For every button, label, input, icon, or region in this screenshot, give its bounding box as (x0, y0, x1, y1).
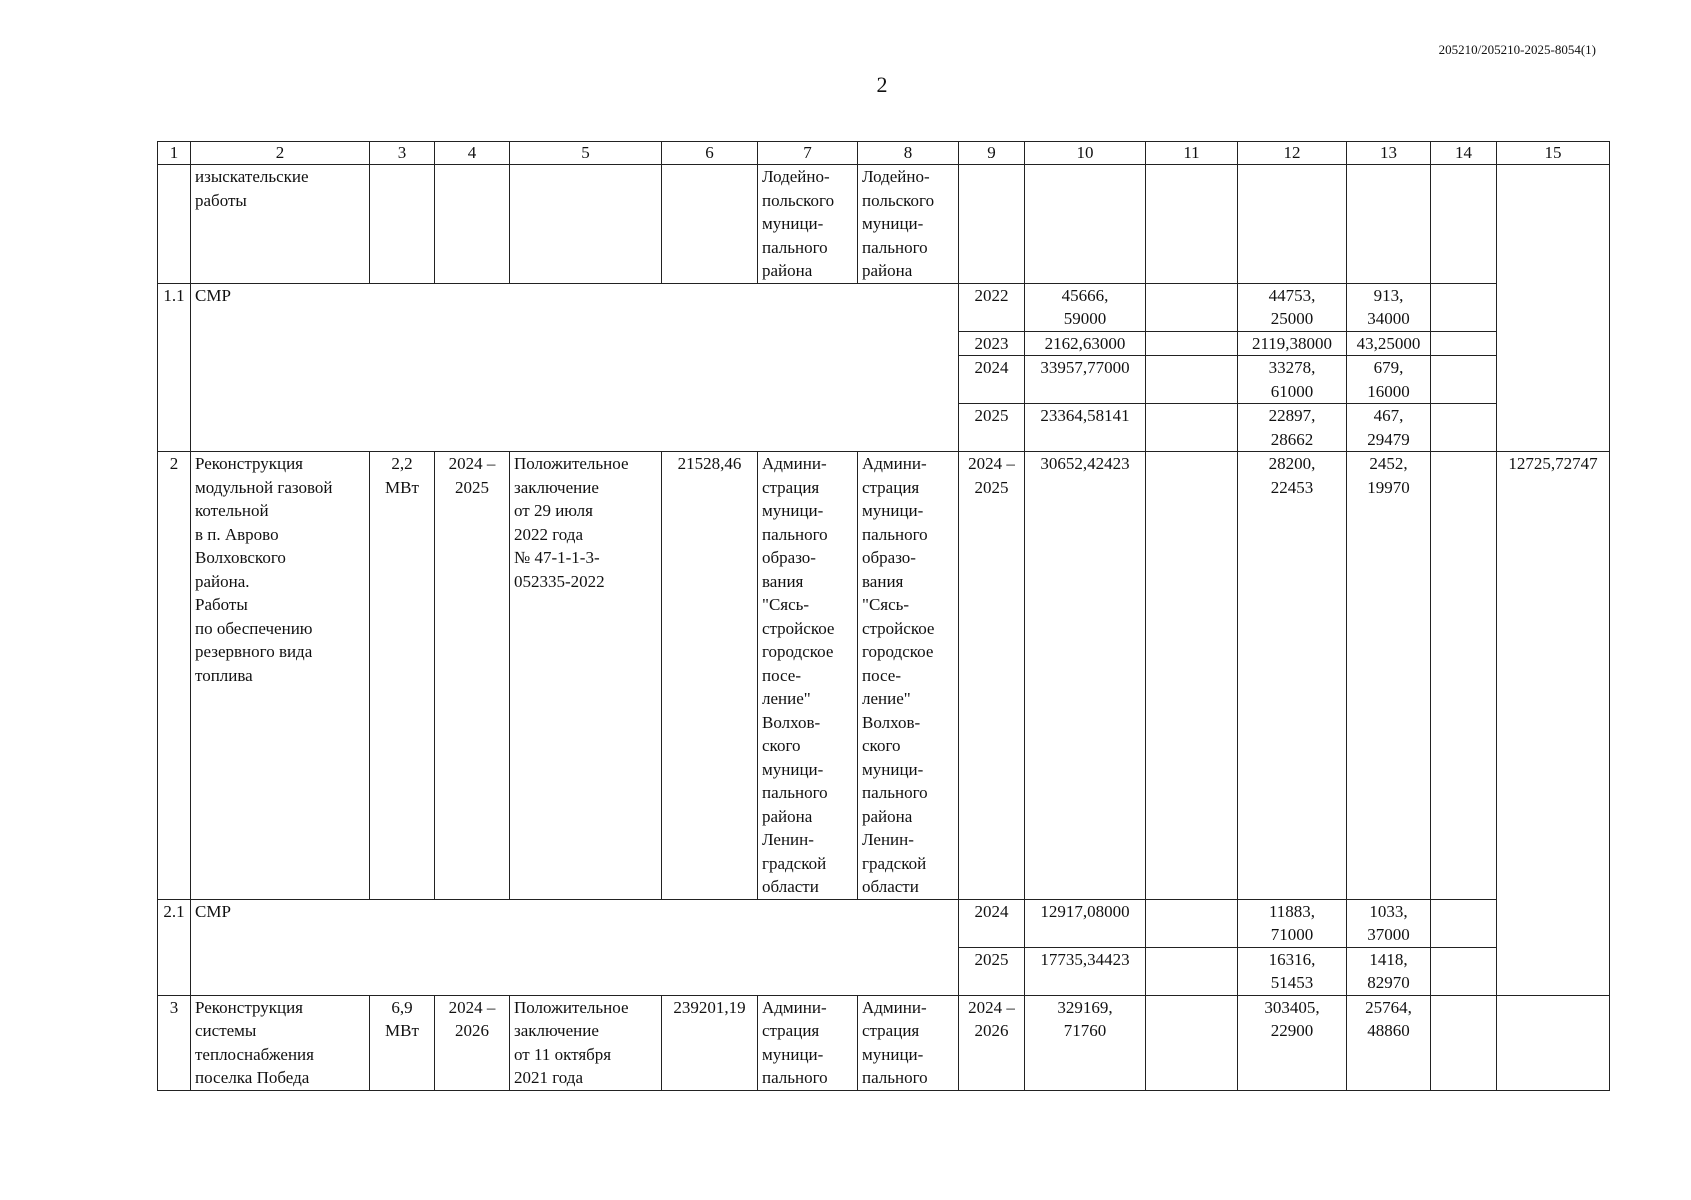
cell-empty (1025, 165, 1146, 284)
cell-year: 2024 (959, 899, 1025, 947)
table-row (158, 452, 1610, 900)
cell-value: 679, 16000 (1347, 356, 1431, 404)
cell-value: 2119,38000 (1238, 331, 1347, 356)
cell-empty (370, 165, 435, 284)
cell-customer: Лодейно- польского муници- пального района (758, 165, 858, 284)
document-id: 205210/205210-2025-8054(1) (1438, 42, 1596, 57)
cell-name: СМР (191, 899, 959, 995)
cell-empty (1146, 899, 1238, 947)
cell-customer: Админи- страция муници- пального образо- вания "Сясь- стройское городское посе- ление" Волхов- ского муници- пального района Ленин- градской области (758, 452, 858, 900)
cell-cost: 239201,19 (662, 995, 758, 1090)
data-table (157, 141, 1610, 1091)
cell-value: 33278, 61000 (1238, 356, 1347, 404)
cell-empty (1146, 331, 1238, 356)
page-number: 2 (876, 72, 888, 97)
cell-value: 16316, 51453 (1238, 947, 1347, 995)
cell-total: 2162,63000 (1025, 331, 1146, 356)
cell-empty (1431, 947, 1497, 995)
cell-empty (510, 165, 662, 284)
cell-total: 33957,77000 (1025, 356, 1146, 404)
cell-name: Реконструкция модульной газовой котельной в п. Аврово Волховского района. Работы по обеспечению резервного вида топлива (191, 452, 370, 900)
header-cell: 2 (191, 142, 370, 165)
cell-empty (1146, 283, 1238, 331)
cell-empty (435, 165, 510, 284)
cell-name: СМР (191, 283, 959, 452)
header-cell: 3 (370, 142, 435, 165)
cell-empty (1238, 165, 1347, 284)
cell-total: 17735,34423 (1025, 947, 1146, 995)
cell-empty (1431, 356, 1497, 404)
header-cell: 8 (858, 142, 959, 165)
cell-empty (1146, 404, 1238, 452)
cell-customer: Админи- страция муници- пального (758, 995, 858, 1090)
cell-num: 2.1 (158, 899, 191, 995)
cell-year: 2025 (959, 404, 1025, 452)
cell-expertise: Положительное заключение от 29 июля 2022 года № 47-1-1-3- 052335-2022 (510, 452, 662, 900)
cell-empty (1497, 995, 1610, 1090)
cell-total: 23364,58141 (1025, 404, 1146, 452)
cell-developer: Лодейно- польского муници- пального района (858, 165, 959, 284)
header-cell: 9 (959, 142, 1025, 165)
cell-value: 25764, 48860 (1347, 995, 1431, 1090)
cell-period: 2024 – 2025 (435, 452, 510, 900)
header-cell: 15 (1497, 142, 1610, 165)
cell-year: 2022 (959, 283, 1025, 331)
table-header-row (158, 142, 1610, 165)
cell-value: 11883, 71000 (1238, 899, 1347, 947)
cell-value: 467, 29479 (1347, 404, 1431, 452)
cell-num: 2 (158, 452, 191, 900)
cell-value: 1418, 82970 (1347, 947, 1431, 995)
cell-empty (1146, 452, 1238, 900)
cell-empty (1146, 356, 1238, 404)
cell-empty (1431, 452, 1497, 900)
cell-year: 2024 (959, 356, 1025, 404)
cell-expertise: Положительное заключение от 11 октября 2021 года (510, 995, 662, 1090)
cell-capacity: 6,9 МВт (370, 995, 435, 1090)
header-cell: 11 (1146, 142, 1238, 165)
table-row (158, 283, 1610, 331)
header-cell: 14 (1431, 142, 1497, 165)
cell-total: 30652,42423 (1025, 452, 1146, 900)
cell-num: 3 (158, 995, 191, 1090)
cell-empty (1431, 283, 1497, 331)
header-cell: 13 (1347, 142, 1431, 165)
cell-empty (1431, 899, 1497, 947)
table-row (158, 165, 1610, 284)
cell-total: 329169, 71760 (1025, 995, 1146, 1090)
cell-developer: Админи- страция муници- пального (858, 995, 959, 1090)
cell-empty (1347, 165, 1431, 284)
cell-num (158, 165, 191, 284)
cell-empty (1431, 331, 1497, 356)
cell-value: 1033, 37000 (1347, 899, 1431, 947)
header-cell: 12 (1238, 142, 1347, 165)
cell-remaining: 12725,72747 (1497, 452, 1610, 996)
header-cell: 7 (758, 142, 858, 165)
cell-value: 303405, 22900 (1238, 995, 1347, 1090)
table-row (158, 995, 1610, 1090)
header-cell: 10 (1025, 142, 1146, 165)
cell-empty (1431, 995, 1497, 1090)
cell-capacity: 2,2 МВт (370, 452, 435, 900)
cell-empty (1431, 404, 1497, 452)
cell-name: изыскательские работы (191, 165, 370, 284)
cell-empty (959, 165, 1025, 284)
cell-empty (662, 165, 758, 284)
cell-value: 2452, 19970 (1347, 452, 1431, 900)
cell-value: 22897, 28662 (1238, 404, 1347, 452)
cell-developer: Админи- страция муници- пального образо- вания "Сясь- стройское городское посе- ление" Волхов- ского муници- пального района Ленин- градской области (858, 452, 959, 900)
cell-total: 12917,08000 (1025, 899, 1146, 947)
header-cell: 4 (435, 142, 510, 165)
cell-name: Реконструкция системы теплоснабжения поселка Победа (191, 995, 370, 1090)
cell-period: 2024 – 2026 (435, 995, 510, 1090)
cell-empty (1431, 165, 1497, 284)
cell-empty (1146, 995, 1238, 1090)
cell-empty (1146, 165, 1238, 284)
cell-year: 2024 – 2026 (959, 995, 1025, 1090)
cell-year: 2025 (959, 947, 1025, 995)
cell-value: 43,25000 (1347, 331, 1431, 356)
header-cell: 1 (158, 142, 191, 165)
cell-empty (1497, 165, 1610, 452)
cell-value: 28200, 22453 (1238, 452, 1347, 900)
cell-empty (1146, 947, 1238, 995)
cell-num: 1.1 (158, 283, 191, 452)
cell-value: 913, 34000 (1347, 283, 1431, 331)
header-cell: 5 (510, 142, 662, 165)
header-cell: 6 (662, 142, 758, 165)
cell-value: 44753, 25000 (1238, 283, 1347, 331)
table-row (158, 899, 1610, 947)
cell-year: 2023 (959, 331, 1025, 356)
cell-cost: 21528,46 (662, 452, 758, 900)
cell-total: 45666, 59000 (1025, 283, 1146, 331)
cell-year: 2024 – 2025 (959, 452, 1025, 900)
